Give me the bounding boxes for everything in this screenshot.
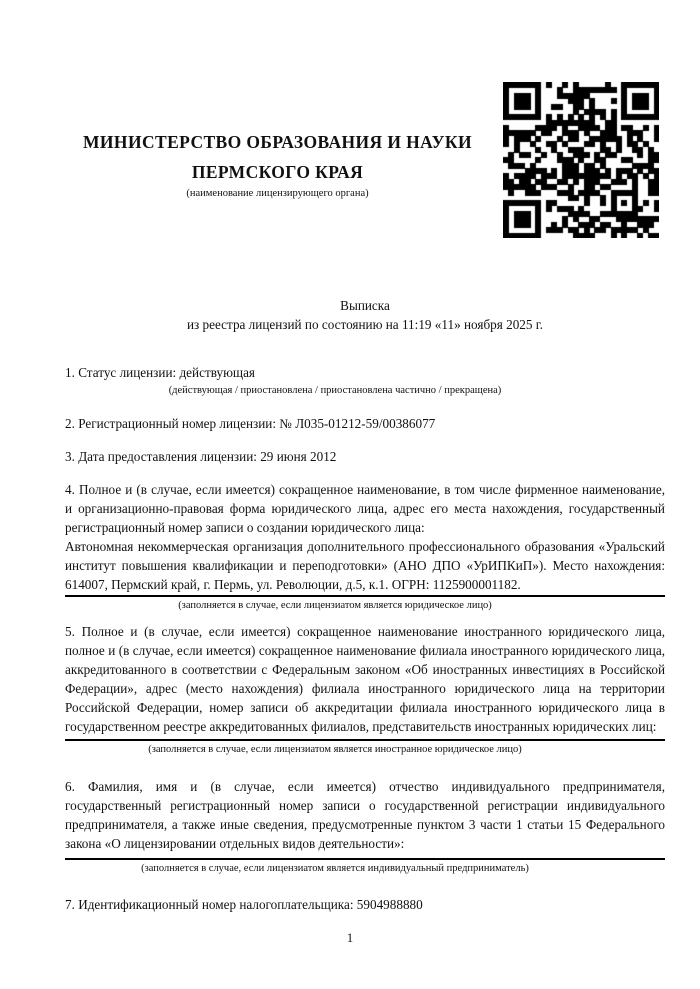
page-number: 1 xyxy=(346,931,354,945)
foreign-entity-caption: (заполняется в случае, если лицензиатом является иностранное юридическое лицо) xyxy=(148,744,522,755)
foreign-entity-text: 5. Полное и (в случае, если имеется) сокращенное наименование иностранного юридического лица, полное и (в случае, если имеется) сокращенное наименование филиала иностранного юридического лица, аккредитованного в соответствии с Федеральным законом «Об иностранных инвестициях в Российской Федерации», адрес (место нахождения) филиала иностранного юридического лица на территории Российской Федерации, номер записи об аккредитации филиала иностранного юридического лица в государственном реестре аккредитованных филиалов, представительств иностранных юридических лиц: xyxy=(65,624,665,734)
ministry-title-line1: МИНИСТЕРСТВО ОБРАЗОВАНИЯ И НАУКИ xyxy=(83,132,472,152)
item-taxpayer-number xyxy=(65,895,665,914)
grant-date-text: 3. Дата предоставления лицензии: 29 июня 2012 xyxy=(65,449,337,464)
document-header xyxy=(65,127,490,201)
ministry-org-caption: (наименование лицензирующего органа) xyxy=(186,188,369,199)
ministry-title-line2: ПЕРМСКОГО КРАЯ xyxy=(191,162,364,182)
legal-entity-text: 4. Полное и (в случае, если имеется) сокращенное наименование, в том числе фирменное наименование, и организационно-правовая форма юридического лица, адрес его места нахождения, государственный регистрационный номер записи о создании юридического лица: xyxy=(65,482,665,535)
legal-entity-value: Автономная некоммерческая организация дополнительного профессионального образования «Уральский институт повышения квалификации и переподготовки» (АНО ДПО «УрИПКиП»). Место нахождения: 614007, Пермский край, г. Пермь, ул. Революции, д.5, к.1. ОГРН: 1125900001182. xyxy=(65,539,665,592)
item-registration-number xyxy=(65,414,665,433)
individual-entrepreneur-text: 6. Фамилия, имя и (в случае, если имеется) отчество индивидуального предпринимателя, государственный регистрационный номер записи о государственной регистрации индивидуального предпринимателя, а также иные сведения, предусмотренные пунктом 3 части 1 статьи 15 Федерального закона «О лицензировании отдельных видов деятельности»: xyxy=(65,779,665,851)
item-individual-entrepreneur xyxy=(65,777,665,876)
document-body xyxy=(65,296,665,914)
license-status-text: 1. Статус лицензии: действующая xyxy=(65,365,256,380)
qr-code-container xyxy=(503,82,659,238)
license-status-caption: (действующая / приостановлена / приостановлена частично / прекращена) xyxy=(168,385,502,396)
qr-code xyxy=(503,82,659,238)
item-license-status xyxy=(65,363,665,398)
fill-in-rule xyxy=(65,858,665,860)
extract-title: Выписка xyxy=(340,298,390,313)
fill-in-rule xyxy=(65,739,665,741)
extract-subtitle: из реестра лицензий по состоянию на 11:19 «11» ноября 2025 г. xyxy=(186,317,544,332)
taxpayer-number-text: 7. Идентификационный номер налогоплательщика: 5904988880 xyxy=(65,897,423,912)
registration-number-text: 2. Регистрационный номер лицензии: № Л035-01212-59/00386077 xyxy=(65,416,436,431)
individual-entrepreneur-caption: (заполняется в случае, если лицензиатом является индивидуальный предприниматель) xyxy=(141,863,529,874)
item-grant-date xyxy=(65,447,665,466)
legal-entity-caption: (заполняется в случае, если лицензиатом является юридическое лицо) xyxy=(178,600,492,611)
item-foreign-entity xyxy=(65,622,665,757)
extract-title-block xyxy=(65,296,665,334)
item-legal-entity xyxy=(65,480,665,613)
fill-in-rule xyxy=(65,595,665,597)
